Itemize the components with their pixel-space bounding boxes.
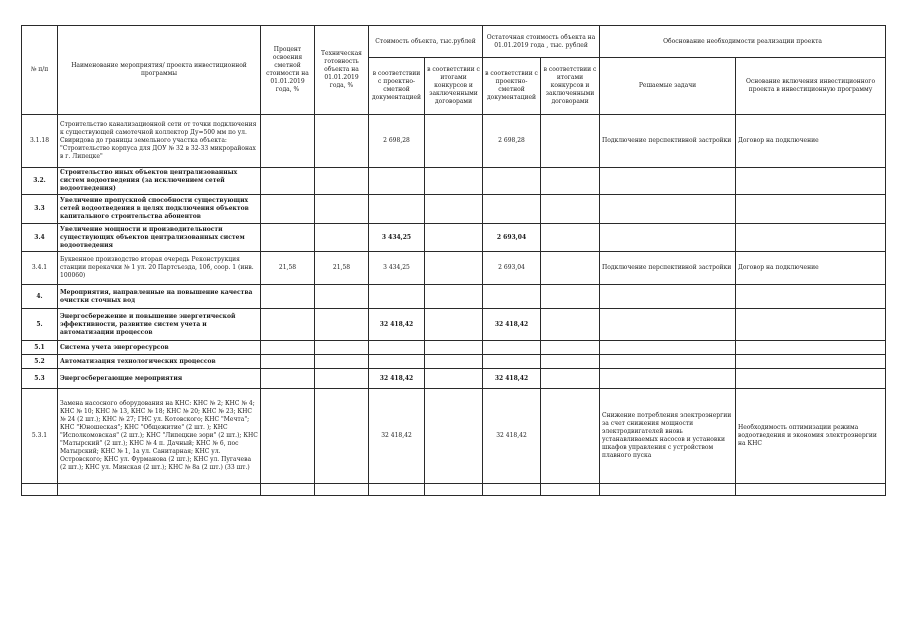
row-technical-readiness [315, 355, 369, 369]
row-basis [736, 195, 886, 224]
row-percent: 21,58 [261, 252, 315, 285]
row-technical-readiness [315, 309, 369, 341]
row-residual-contest [541, 309, 600, 341]
row-basis [736, 355, 886, 369]
row-cost-project: 2 698,28 [369, 115, 425, 168]
row-name: Замена насосного оборудования на КНС: КНС № 2; КНС № 4; КНС № 10; КНС № 13, КНС № 18; КНС № 20; КНС № 23; КНС № 24 (2 шт.); КНС № 27; ГНС ул. Котовского; КНС "Мечта"; КНС "Юношеская"; КНС "Общежитие" (2 шт. ); КНС "Исполкомовская" (2 шт.); КНС "Липецкие зори" (2 шт.); КНС "Матырский" (2 шт.); КНС № 4 п. Дачный; КНС № 6, пос Матырский; КНС № 1, 1а ул. Санитарная; КНС ул. Островского; КНС ул. Фурманова (2 шт.); КНС ул. Пугачева (2 шт.); КНС ул. Минская (2 шт.); КНС № 8а (2 шт.) (33 шт.) [58, 389, 261, 484]
table-row [22, 252, 886, 285]
investment-program-table [21, 25, 886, 496]
row-name: Энергосберегающие мероприятия [58, 369, 261, 389]
row-percent [261, 341, 315, 355]
row-residual-contest [541, 168, 600, 195]
row-basis [736, 369, 886, 389]
row-cost-contest [425, 195, 483, 224]
table-row [22, 355, 886, 369]
header-cost-project: в соответствии с проектно-сметной документацией [369, 58, 425, 115]
row-cost-contest [425, 285, 483, 309]
row-name: Увеличение пропускной способности существующих сетей водоотведения в целях подключения объектов капитального строительства абонентов [58, 195, 261, 224]
header-cost: Стоимость объекта, тыс.рублей [369, 26, 483, 58]
row-cost-project: 32 418,42 [369, 309, 425, 341]
row-cost-project [369, 195, 425, 224]
header-cost-contest: в соответствии с итогами конкурсов и заключенными договорами [425, 58, 483, 115]
header-tasks: Решаемые задачи [600, 58, 736, 115]
row-percent [261, 285, 315, 309]
row-residual-project: 2 693,04 [483, 252, 541, 285]
empty-cell [315, 484, 369, 496]
row-number: 4. [22, 285, 58, 309]
row-technical-readiness [315, 341, 369, 355]
row-tasks [600, 355, 736, 369]
row-residual-contest [541, 115, 600, 168]
table-row [22, 224, 886, 252]
row-cost-project: 32 418,42 [369, 369, 425, 389]
row-basis [736, 224, 886, 252]
row-tasks [600, 224, 736, 252]
row-cost-contest [425, 389, 483, 484]
row-name: Система учета энергоресурсов [58, 341, 261, 355]
empty-cell [369, 484, 425, 496]
table-row [22, 168, 886, 195]
row-cost-project [369, 355, 425, 369]
row-cost-contest [425, 115, 483, 168]
row-number: 3.2. [22, 168, 58, 195]
row-cost-project [369, 168, 425, 195]
row-residual-project: 32 418,42 [483, 369, 541, 389]
row-tasks: Подключение перспективной застройки [600, 252, 736, 285]
row-cost-project: 3 434,25 [369, 252, 425, 285]
header-basis: Основание включения инвестиционного проекта в инвестиционную программу [736, 58, 886, 115]
header-technical-readiness: Техническая готовность объекта на 01.01.2019 года, % [315, 26, 369, 115]
row-percent [261, 389, 315, 484]
table-row [22, 309, 886, 341]
empty-cell [736, 484, 886, 496]
row-name: Увеличение мощности и производительности существующих объектов централизованных систем водоотведения [58, 224, 261, 252]
header-percent: Процент освоения сметной стоимости на 01.01.2019 года, % [261, 26, 315, 115]
row-tasks [600, 195, 736, 224]
row-cost-contest [425, 355, 483, 369]
table-row [22, 389, 886, 484]
row-cost-contest [425, 309, 483, 341]
empty-cell [58, 484, 261, 496]
row-technical-readiness [315, 168, 369, 195]
row-tasks [600, 309, 736, 341]
row-name: Автоматизация технологических процессов [58, 355, 261, 369]
row-residual-project [483, 168, 541, 195]
header-name: Наименование мероприятия/ проекта инвестиционной программы [58, 26, 261, 115]
row-residual-project: 32 418,42 [483, 309, 541, 341]
row-number: 5. [22, 309, 58, 341]
header-residual-cost: Остаточная стоимость объекта на 01.01.2019 года , тыс. рублей [483, 26, 600, 58]
row-name: Строительство иных объектов централизованных систем водоотведения (за исключением сетей водоотведения) [58, 168, 261, 195]
row-percent [261, 168, 315, 195]
row-name: Буквенное производство вторая очередь Реконструкция станции перекачки № 1 ул. 20 Партсъезда, 10б, соор. 1 (инв. 100060) [58, 252, 261, 285]
row-tasks [600, 168, 736, 195]
row-cost-project: 3 434,25 [369, 224, 425, 252]
row-name: Энергосбережение и повышение энергетической эффективности, развитие систем учета и автоматизации процессов [58, 309, 261, 341]
row-residual-contest [541, 252, 600, 285]
header-justification: Обоснование необходимости реализации проекта [600, 26, 886, 58]
row-tasks: Снижение потребления электроэнергии за счет снижения мощности электродвигателей вновь устанавливаемых насосов и установки шкафов управления с устройством плавного пуска [600, 389, 736, 484]
empty-cell [483, 484, 541, 496]
row-residual-project [483, 285, 541, 309]
row-cost-project [369, 341, 425, 355]
row-technical-readiness [315, 389, 369, 484]
row-number: 5.2 [22, 355, 58, 369]
empty-cell [22, 484, 58, 496]
row-cost-contest [425, 168, 483, 195]
empty-cell [261, 484, 315, 496]
row-basis [736, 341, 886, 355]
row-cost-project [369, 285, 425, 309]
table-row [22, 285, 886, 309]
header-num: № п/п [22, 26, 58, 115]
row-percent [261, 369, 315, 389]
empty-cell [541, 484, 600, 496]
row-name: Мероприятия, направленные на повышение качества очистки сточных вод [58, 285, 261, 309]
row-number: 5.3.1 [22, 389, 58, 484]
row-tasks: Подключение перспективной застройки [600, 115, 736, 168]
header-residual-project: в соответствии с проектно-сметной документацией [483, 58, 541, 115]
row-technical-readiness [315, 195, 369, 224]
row-number: 3.1.18 [22, 115, 58, 168]
row-technical-readiness [315, 285, 369, 309]
row-residual-project: 32 418,42 [483, 389, 541, 484]
row-percent [261, 309, 315, 341]
row-residual-contest [541, 389, 600, 484]
row-basis [736, 168, 886, 195]
table-row [22, 115, 886, 168]
row-cost-project: 32 418,42 [369, 389, 425, 484]
row-residual-contest [541, 224, 600, 252]
row-technical-readiness: 21,58 [315, 252, 369, 285]
row-name: Строительство канализационной сети от точки подключения к существующей самотечной коллектор Ду=500 мм по ул. Свиридова до границы земельного участка объекта: "Строительство корпуса для ДОУ № 32 в 32-33 микрорайонах в г. Липецке" [58, 115, 261, 168]
header-row-1 [22, 26, 886, 58]
row-basis [736, 285, 886, 309]
row-basis: Договор на подключение [736, 115, 886, 168]
table-row [22, 195, 886, 224]
row-percent [261, 115, 315, 168]
row-tasks [600, 369, 736, 389]
row-number: 3.4 [22, 224, 58, 252]
row-residual-project [483, 195, 541, 224]
row-number: 5.1 [22, 341, 58, 355]
row-cost-contest [425, 252, 483, 285]
document-page [21, 25, 885, 515]
row-technical-readiness [315, 224, 369, 252]
row-residual-project: 2 693,04 [483, 224, 541, 252]
row-residual-contest [541, 369, 600, 389]
table-row [22, 369, 886, 389]
row-residual-contest [541, 355, 600, 369]
row-residual-project [483, 341, 541, 355]
row-basis: Необходимость оптимизации режима водоотведения и экономия электроэнергии на КНС [736, 389, 886, 484]
row-percent [261, 224, 315, 252]
table-row [22, 341, 886, 355]
header-residual-contest: в соответствии с итогами конкурсов и заключенными договорами [541, 58, 600, 115]
row-technical-readiness [315, 115, 369, 168]
row-residual-project: 2 698,28 [483, 115, 541, 168]
empty-row [22, 484, 886, 496]
row-cost-contest [425, 224, 483, 252]
row-residual-contest [541, 195, 600, 224]
row-residual-contest [541, 285, 600, 309]
row-number: 5.3 [22, 369, 58, 389]
row-technical-readiness [315, 369, 369, 389]
empty-cell [425, 484, 483, 496]
row-tasks [600, 285, 736, 309]
row-tasks [600, 341, 736, 355]
row-residual-contest [541, 341, 600, 355]
row-percent [261, 355, 315, 369]
row-cost-contest [425, 341, 483, 355]
row-residual-project [483, 355, 541, 369]
empty-cell [600, 484, 736, 496]
row-number: 3.3 [22, 195, 58, 224]
row-cost-contest [425, 369, 483, 389]
row-number: 3.4.1 [22, 252, 58, 285]
row-percent [261, 195, 315, 224]
row-basis [736, 309, 886, 341]
row-basis: Договор на подключение [736, 252, 886, 285]
